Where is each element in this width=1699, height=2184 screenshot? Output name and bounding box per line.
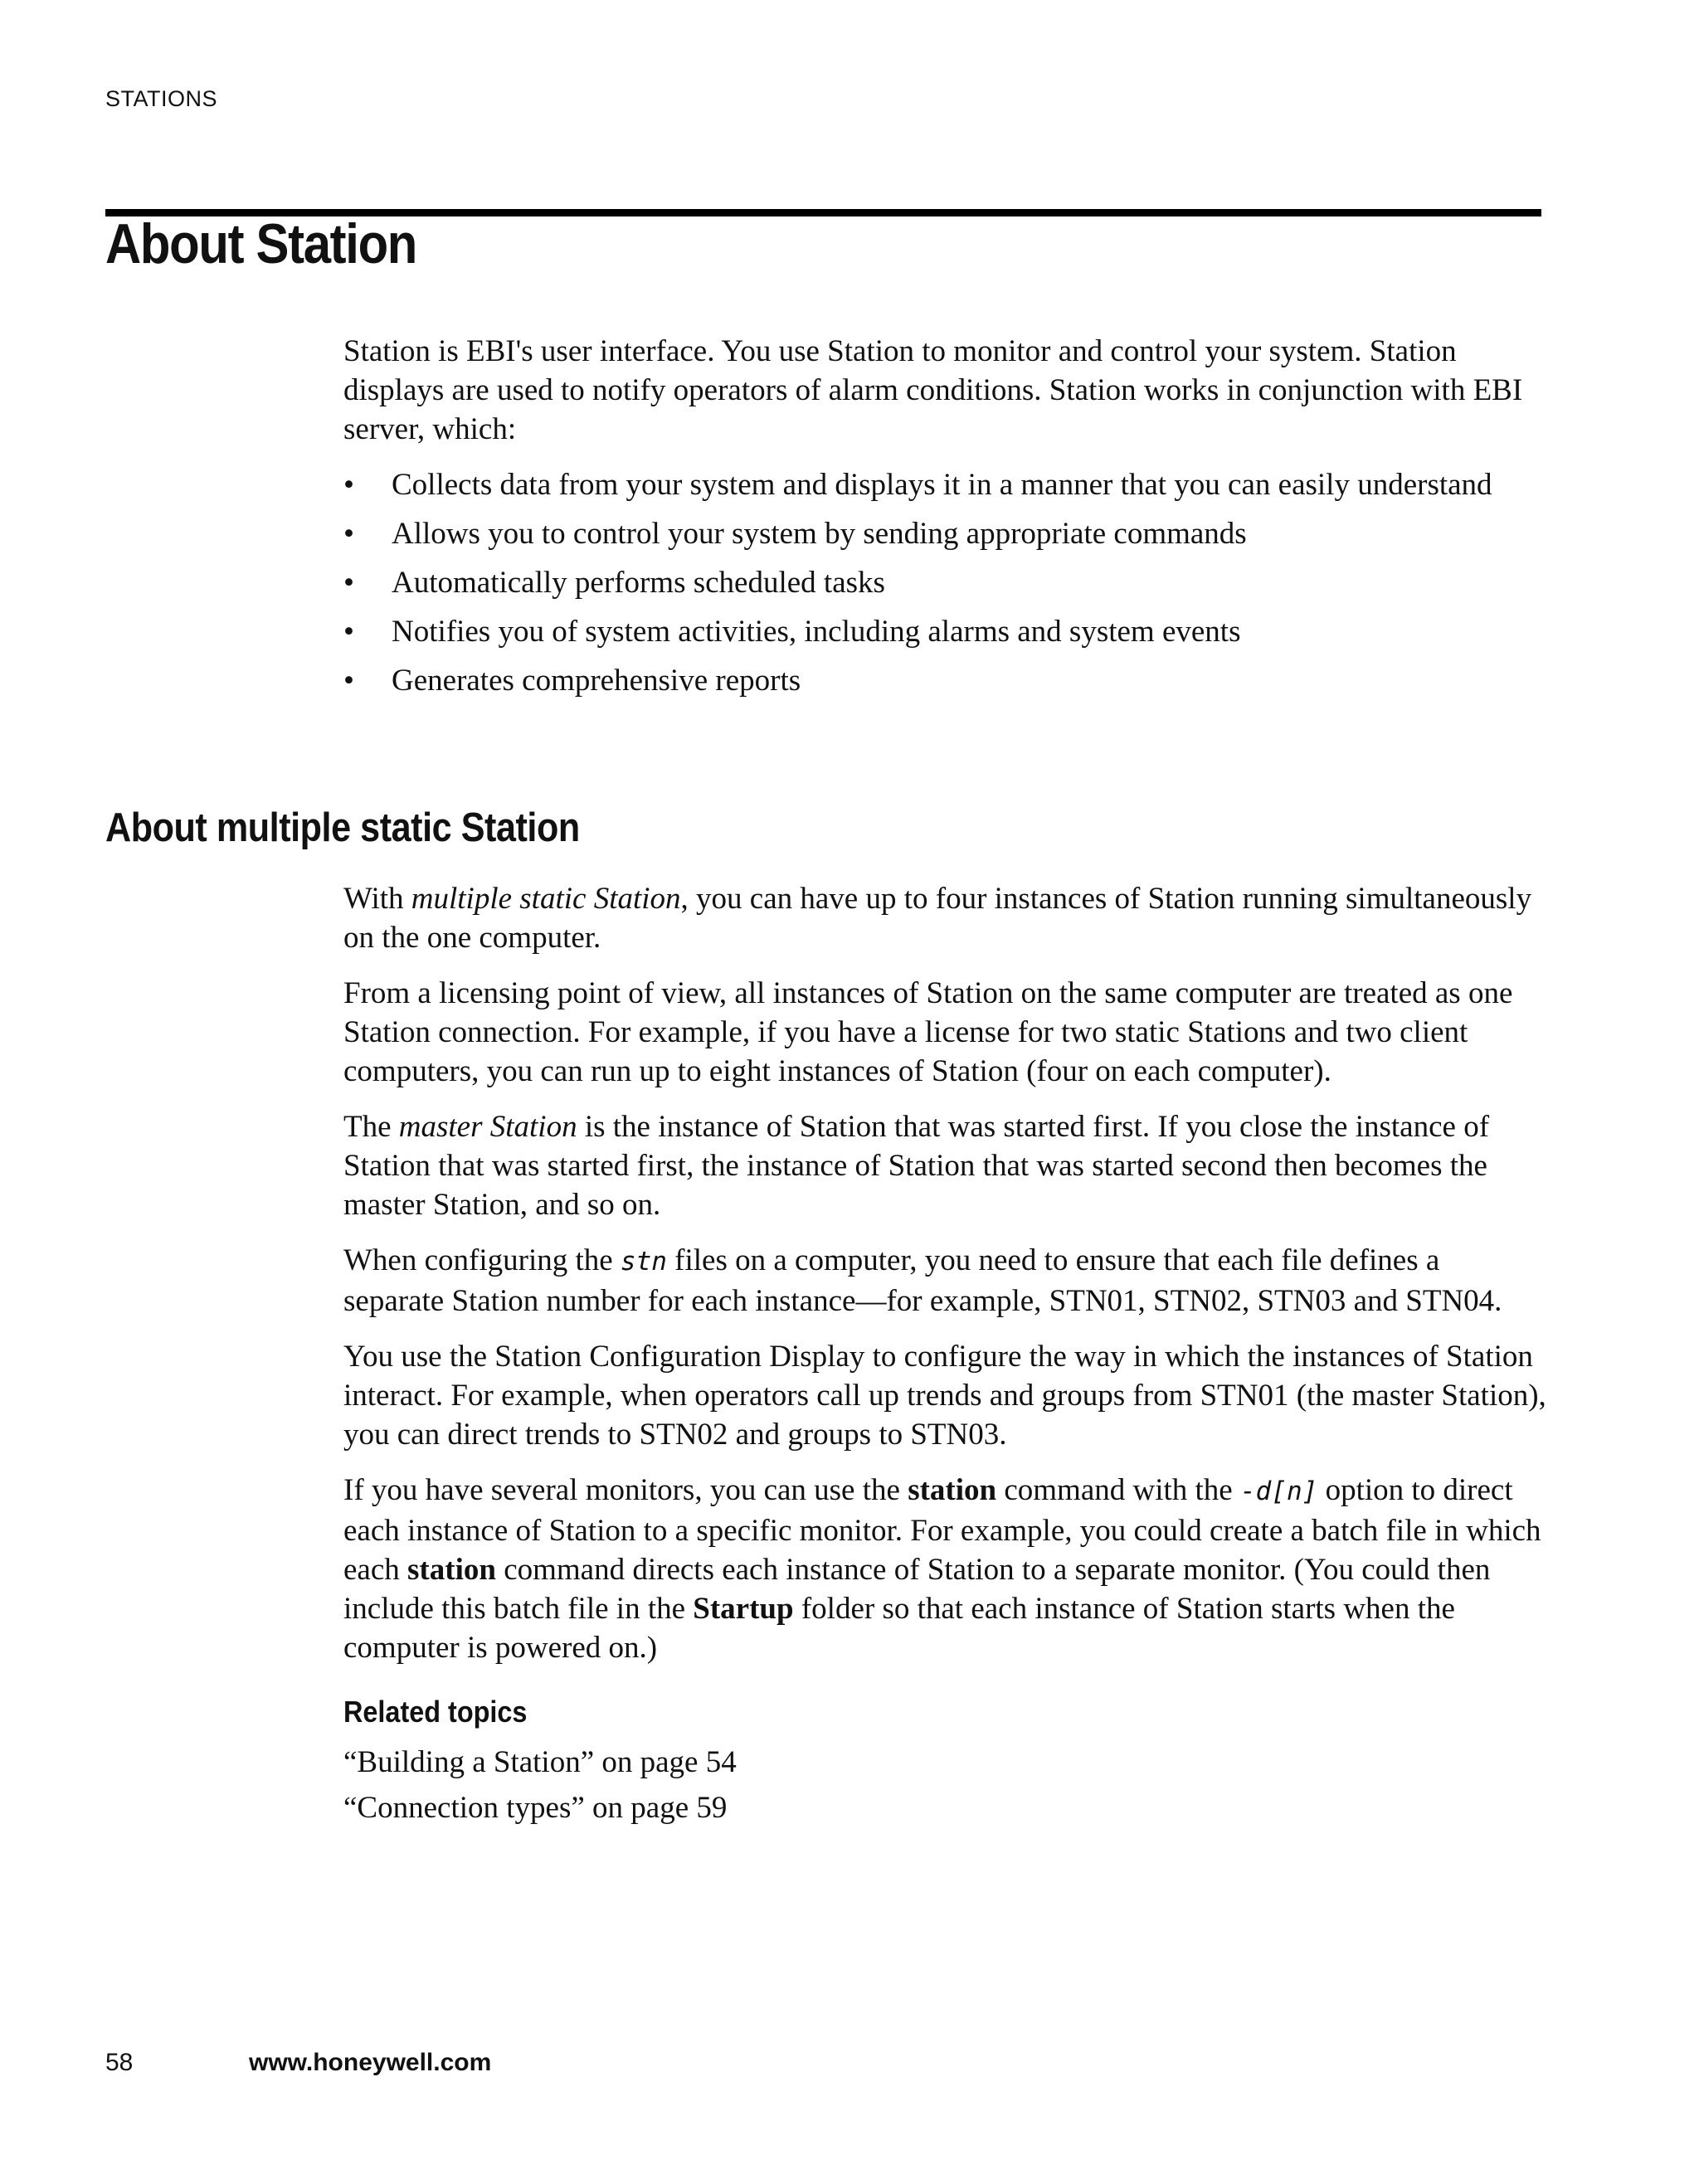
list-item-text: Generates comprehensive reports [392,664,801,698]
related-link-connection-types[interactable]: “Connection types” on page 59 [343,1791,728,1825]
list-item-text: Automatically performs scheduled tasks [392,566,885,600]
code-option: -d[n] [1239,1476,1318,1506]
bullet-icon: • [343,615,354,649]
paragraph-configuration-display: You use the Station Configuration Display to configure the way in which the instances of Station interact. For example, when operators call up trends and groups from STN01 (the master Station), you can direct trends to STN02 and groups to STN03. [343,1340,1546,1452]
list-item-text: Collects data from your system and displays it in a manner that you can easily understand [392,468,1492,502]
footer-url[interactable]: www.honeywell.com [249,2049,492,2076]
code-stn: stn [620,1247,667,1277]
page-title: About Station [105,212,417,275]
intro-paragraph: Station is EBI's user interface. You use Station to monitor and control your system. Station displays are used to notify operators of alarm conditions. Station works in conjunction with EBI server, which: [343,334,1523,446]
section-body [343,879,1546,1834]
paragraph-licensing: From a licensing point of view, all instances of Station on the same computer are treated as one Station connection. For example, if you have a license for two static Stations and two client computers, you can run up to eight instances of Station (four on each computer). [343,976,1513,1088]
list-item [343,661,1546,700]
paragraph-stn-files: When configuring the stn files on a computer, you need to ensure that each file defines a separate Station number for each instance—for example, STN01, STN02, STN03 and STN04. [343,1243,1502,1318]
list-item [343,514,1546,553]
intro-block [343,332,1546,710]
page-number: 58 [105,2049,134,2076]
bullet-icon: • [343,468,354,502]
related-topics-heading: Related topics [343,1695,528,1729]
bullet-icon: • [343,517,354,551]
section-heading: About multiple static Station [105,805,580,850]
running-head: STATIONS [105,86,218,111]
paragraph-monitors: If you have several monitors, you can use the station command with the -d[n] option to direct each instance of Station to a specific monitor. For example, you could create a batch file in which each station command directs each instance of Station to a separate monitor. (You could then include this batch file in the Startup folder so that each instance of Station starts when the computer is powered on.) [343,1473,1541,1665]
list-item-text: Notifies you of system activities, including alarms and system events [392,615,1241,649]
list-item [343,612,1546,651]
paragraph-master-station: The master Station is the instance of Station that was started first. If you close the instance of Station that was started first, the instance of Station that was started second then becomes the master Station, and so on. [343,1110,1490,1222]
list-item-text: Allows you to control your system by sending appropriate commands [392,517,1247,551]
bullet-icon: • [343,664,354,698]
list-item [343,465,1546,504]
bullet-icon: • [343,566,354,600]
list-item [343,563,1546,602]
paragraph-multiple-static: With multiple static Station, you can have up to four instances of Station running simultaneously on the one computer. [343,882,1532,955]
related-link-building-station[interactable]: “Building a Station” on page 54 [343,1745,737,1779]
feature-list [343,465,1546,700]
